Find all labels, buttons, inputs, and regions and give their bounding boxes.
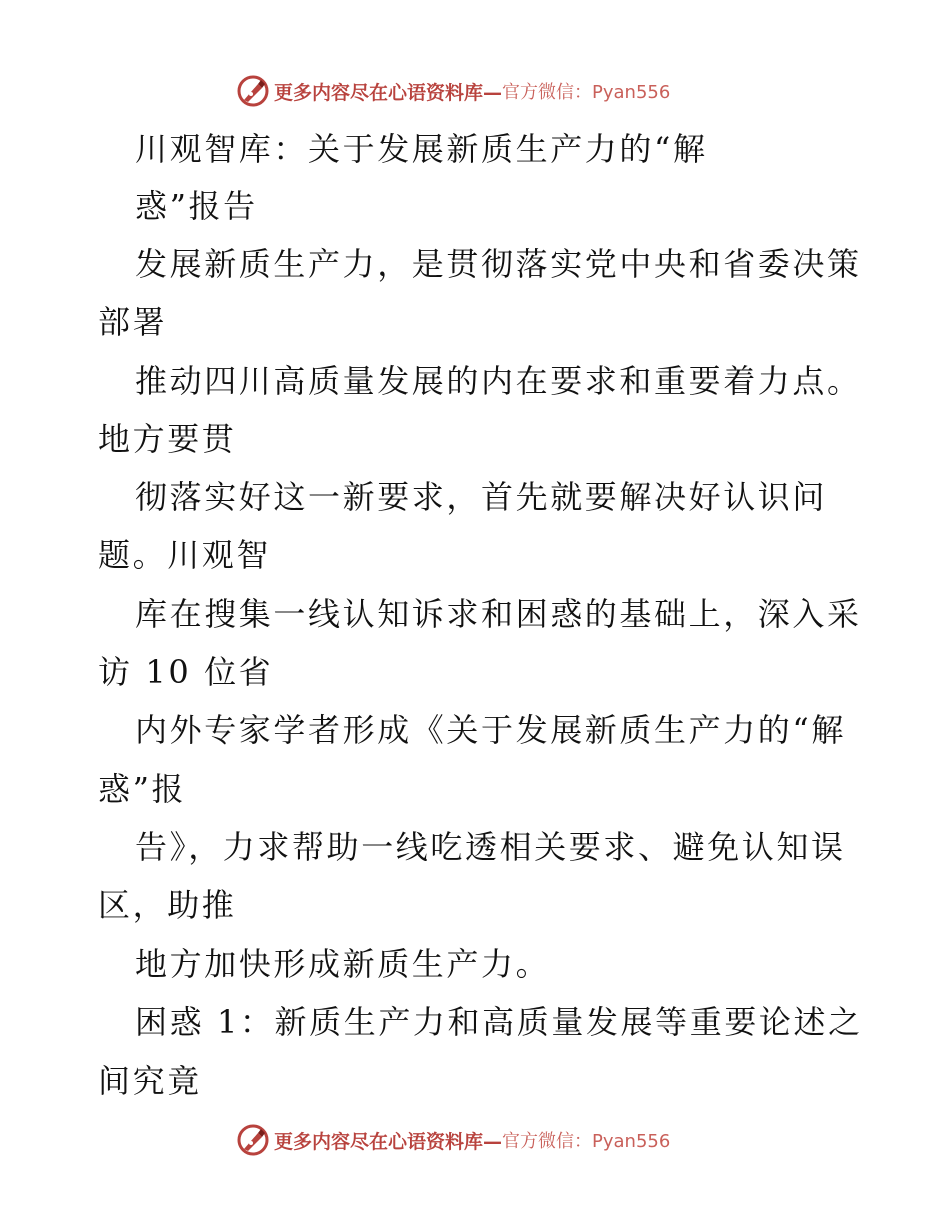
text-line: 地方要贯 bbox=[98, 420, 237, 458]
text-line: 地方加快形成新质生产力。 bbox=[135, 945, 551, 983]
pen-logo-icon bbox=[236, 74, 270, 108]
text-line: 困惑 1：新质生产力和高质量发展等重要论述之 bbox=[135, 1003, 863, 1041]
text-line: 惑”报 bbox=[98, 770, 187, 808]
text-line: 彻落实好这一新要求，首先就要解决好认识问 bbox=[135, 478, 828, 516]
text-line: 访 10 位省 bbox=[98, 653, 274, 691]
text-line: 发展新质生产力，是贯彻落实党中央和省委决策 bbox=[135, 245, 862, 283]
text-line: 川观智库：关于发展新质生产力的“解 bbox=[135, 130, 708, 168]
text-line: 惑”报告 bbox=[135, 187, 258, 225]
text-line: 告》，力求帮助一线吃透相关要求、避免认知误 bbox=[135, 828, 846, 866]
text-line: 题。川观智 bbox=[98, 536, 272, 574]
text-line: 区，助推 bbox=[98, 886, 237, 924]
banner-site-text: 更多内容尽在心语资料库— bbox=[274, 1130, 503, 1153]
text-line: 部署 bbox=[98, 303, 168, 341]
banner-wechat-text: 官方微信：Pyan556 bbox=[502, 1131, 671, 1152]
text-line: 推动四川高质量发展的内在要求和重要着力点。 bbox=[135, 362, 862, 400]
text-line: 内外专家学者形成《关于发展新质生产力的“解 bbox=[135, 711, 846, 749]
banner-site-text: 更多内容尽在心语资料库— bbox=[274, 81, 503, 104]
text-line: 库在搜集一线认知诉求和困惑的基础上，深入采 bbox=[135, 595, 862, 633]
banner-wechat-text: 官方微信：Pyan556 bbox=[502, 82, 671, 103]
header-banner bbox=[236, 73, 716, 109]
text-line: 间究竟 bbox=[98, 1062, 202, 1100]
footer-banner bbox=[236, 1122, 716, 1158]
pen-logo-icon bbox=[236, 1123, 270, 1157]
